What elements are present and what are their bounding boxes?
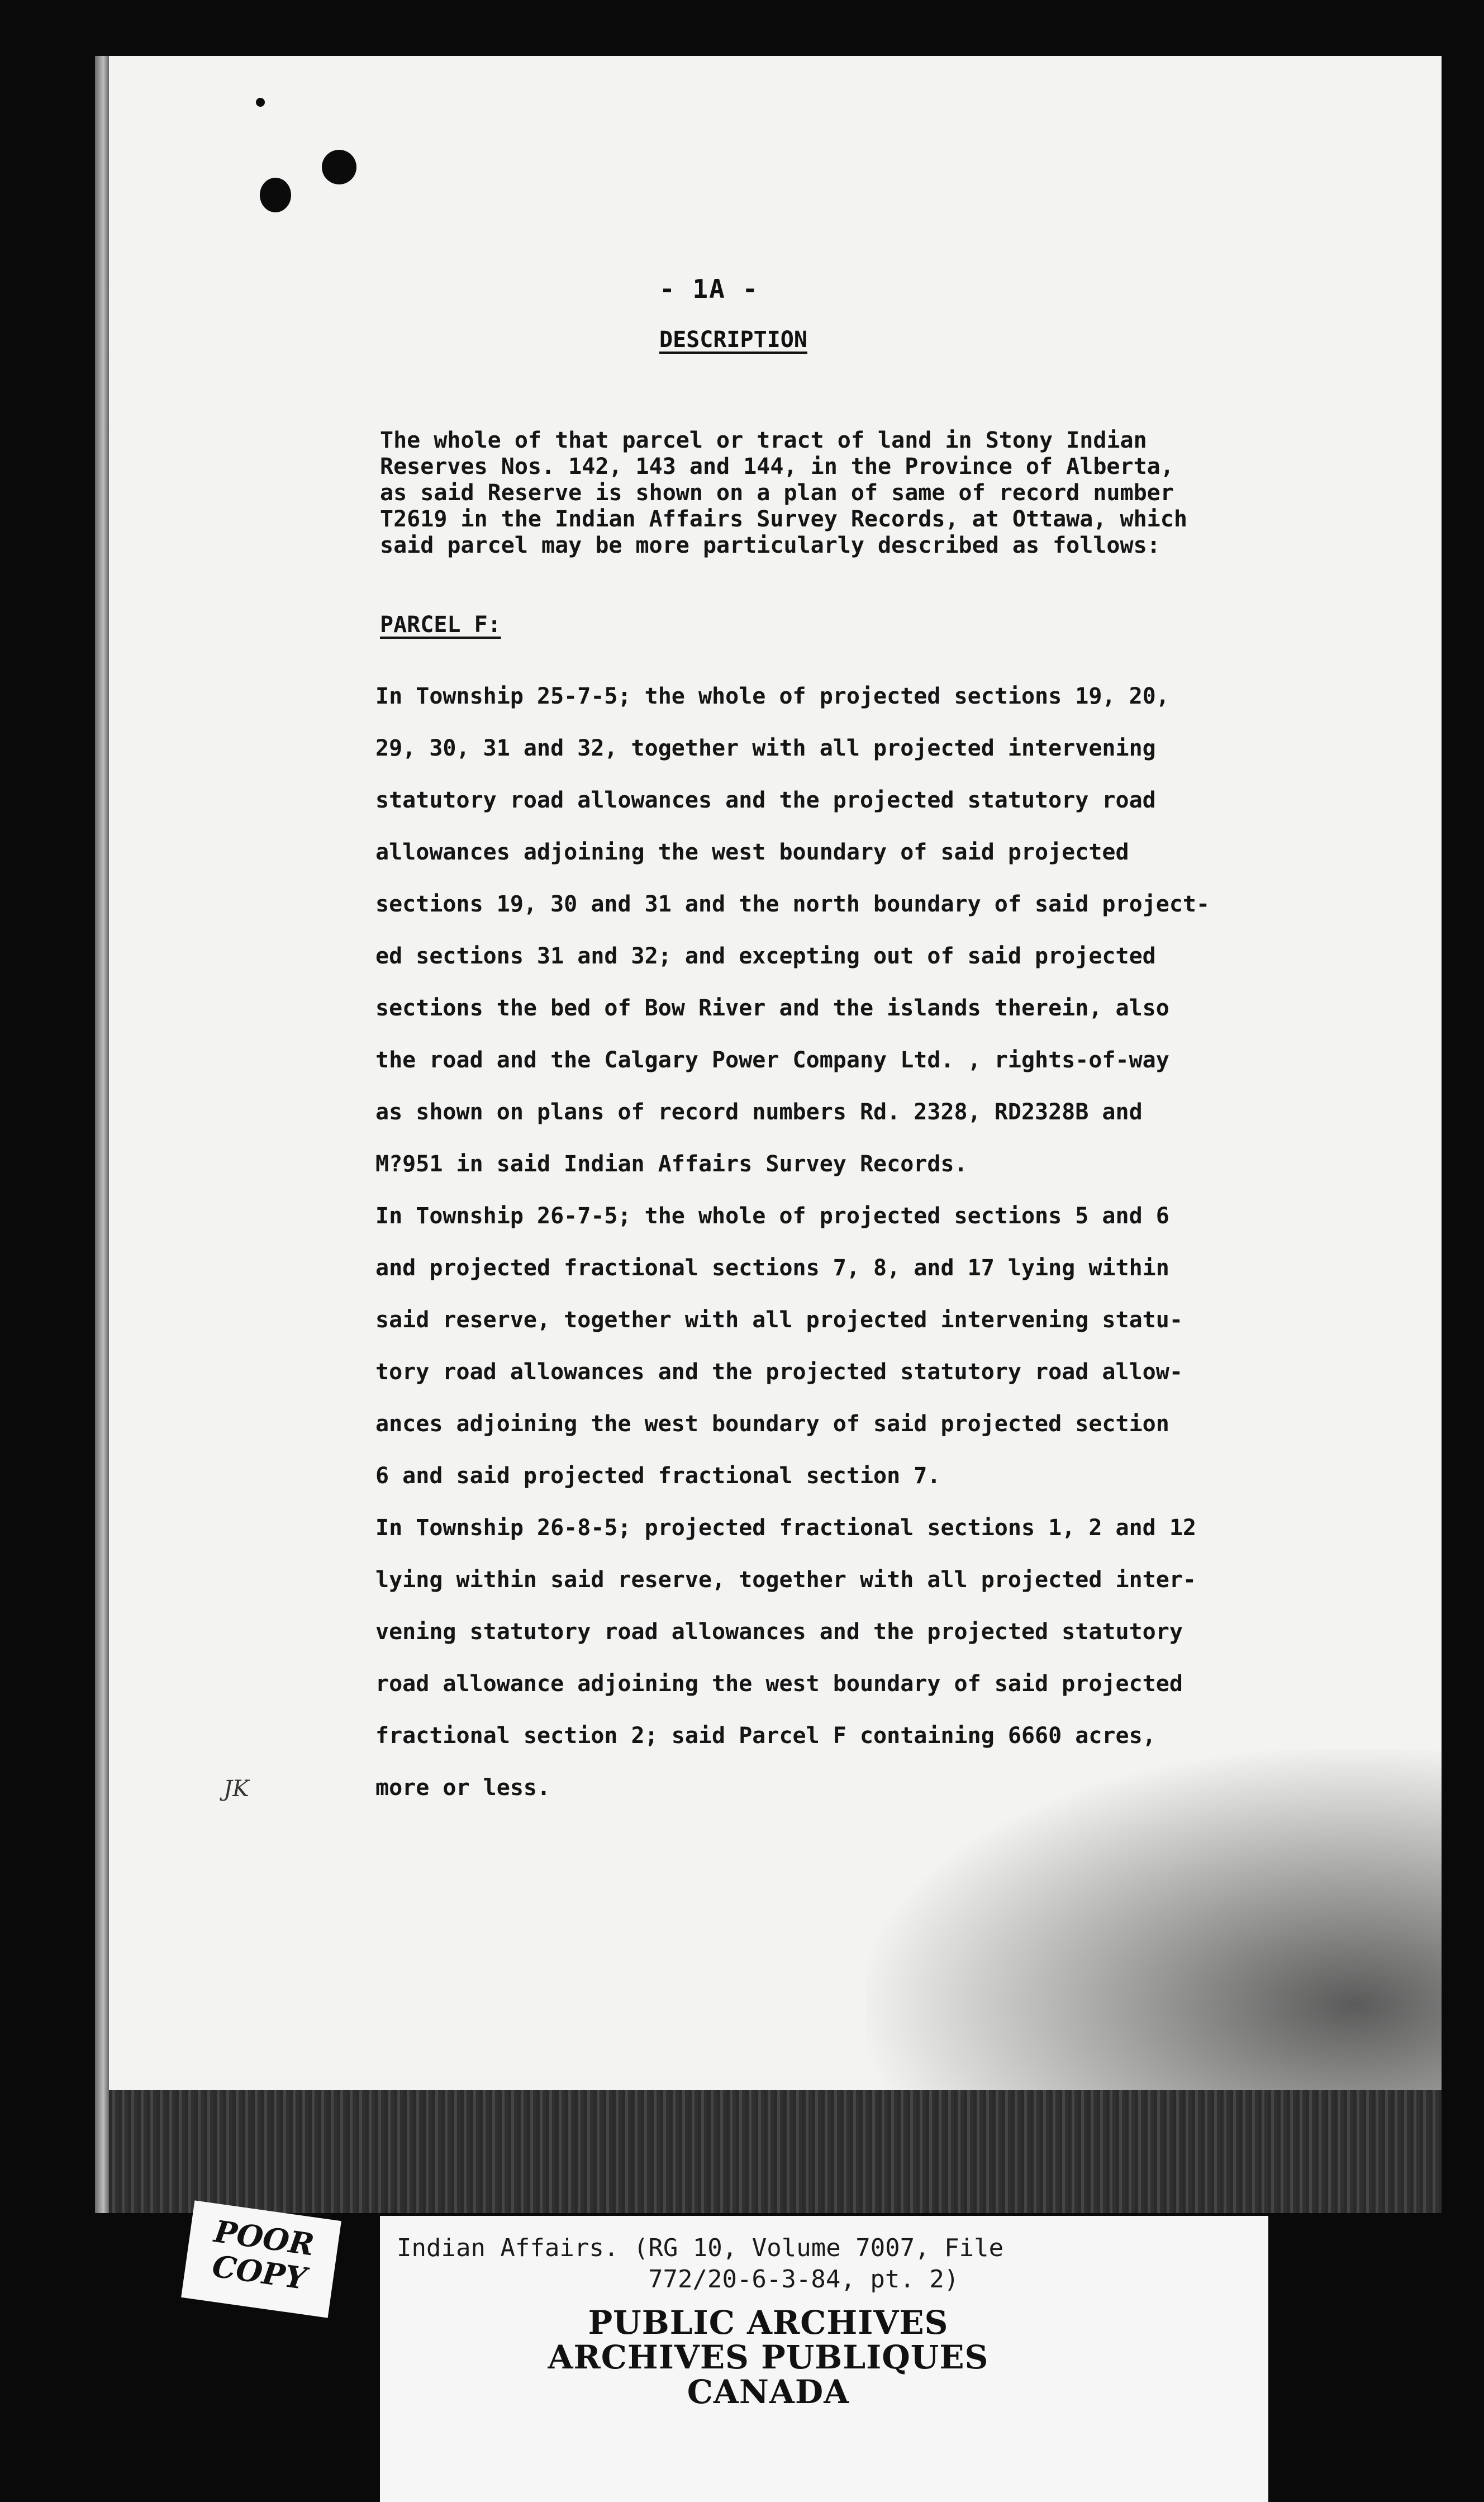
text-line: the road and the Calgary Power Company Ltd. , rights-of-way <box>375 1047 1169 1073</box>
archives-line: PUBLIC ARCHIVES <box>588 2304 949 2342</box>
ink-blot <box>260 178 291 212</box>
text-line: tory road allowances and the projected statutory road allow- <box>375 1359 1183 1385</box>
text-line: more or less. <box>375 1775 551 1801</box>
archives-line: CANADA <box>687 2373 850 2411</box>
text-line: Reserves Nos. 142, 143 and 144, in the Province of Alberta, <box>380 454 1174 479</box>
text-line: M?951 in said Indian Affairs Survey Records. <box>375 1151 968 1177</box>
parcel-description <box>375 671 1225 1814</box>
text-line: said reserve, together with all projected intervening statu- <box>375 1307 1183 1333</box>
text-line: vening statutory road allowances and the projected statutory <box>375 1619 1183 1645</box>
text-line: In Township 26-7-5; the whole of projected sections 5 and 6 <box>375 1203 1169 1229</box>
text-line: allowances adjoining the west boundary of said projected <box>375 839 1129 865</box>
text-line: as said Reserve is shown on a plan of same of record number <box>380 480 1174 506</box>
margin-initials: JK <box>223 1776 249 1802</box>
poor-copy-stamp <box>181 2200 341 2318</box>
page-bottom-shadow <box>109 2090 1442 2213</box>
text-line: said parcel may be more particularly described as follows: <box>380 533 1160 558</box>
text-line: In Township 26-8-5; projected fractional sections 1, 2 and 12 <box>375 1515 1197 1541</box>
text-line: fractional section 2; said Parcel F containing 6660 acres, <box>375 1723 1156 1749</box>
text-line: In Township 25-7-5; the whole of projected sections 19, 20, <box>375 683 1169 709</box>
text-line: and projected fractional sections 7, 8, and 17 lying within <box>375 1255 1169 1281</box>
archive-label <box>380 2216 1268 2502</box>
source-citation <box>397 2233 1257 2295</box>
page-title: DESCRIPTION <box>659 327 807 353</box>
text-line: sections the bed of Bow River and the islands therein, also <box>375 995 1169 1021</box>
text-line: ed sections 31 and 32; and excepting out of said projected <box>375 943 1156 969</box>
ink-blot <box>256 98 265 107</box>
text-line: 29, 30, 31 and 32, together with all projected intervening <box>375 735 1156 761</box>
stamp-line: POOR <box>212 2213 317 2263</box>
text-line: sections 19, 30 and 31 and the north boundary of said project- <box>375 891 1210 917</box>
text-line: statutory road allowances and the projected statutory road <box>375 787 1156 813</box>
parcel-heading: PARCEL F: <box>380 612 501 638</box>
text-line: T2619 in the Indian Affairs Survey Records, at Ottawa, which <box>380 506 1187 532</box>
intro-paragraph <box>380 428 1218 559</box>
text-line: The whole of that parcel or tract of land in Stony Indian <box>380 428 1147 453</box>
text-line: as shown on plans of record numbers Rd. 2328, RD2328B and <box>375 1099 1143 1125</box>
stamp-line: COPY <box>210 2248 309 2297</box>
text-line: 6 and said projected fractional section 7. <box>375 1463 941 1489</box>
page-number: - 1A - <box>659 274 759 304</box>
text-line: lying within said reserve, together with all projected inter- <box>375 1567 1197 1593</box>
citation-line: 772/20-6-3-84, pt. 2) <box>648 2265 959 2294</box>
ink-blot <box>322 150 356 184</box>
text-line: ances adjoining the west boundary of said projected section <box>375 1411 1169 1437</box>
citation-line: Indian Affairs. (RG 10, Volume 7007, File <box>397 2234 1004 2262</box>
archives-stamp <box>380 2305 1157 2409</box>
text-line: road allowance adjoining the west boundary of said projected <box>375 1671 1183 1697</box>
archives-line: ARCHIVES PUBLIQUES <box>548 2338 989 2376</box>
